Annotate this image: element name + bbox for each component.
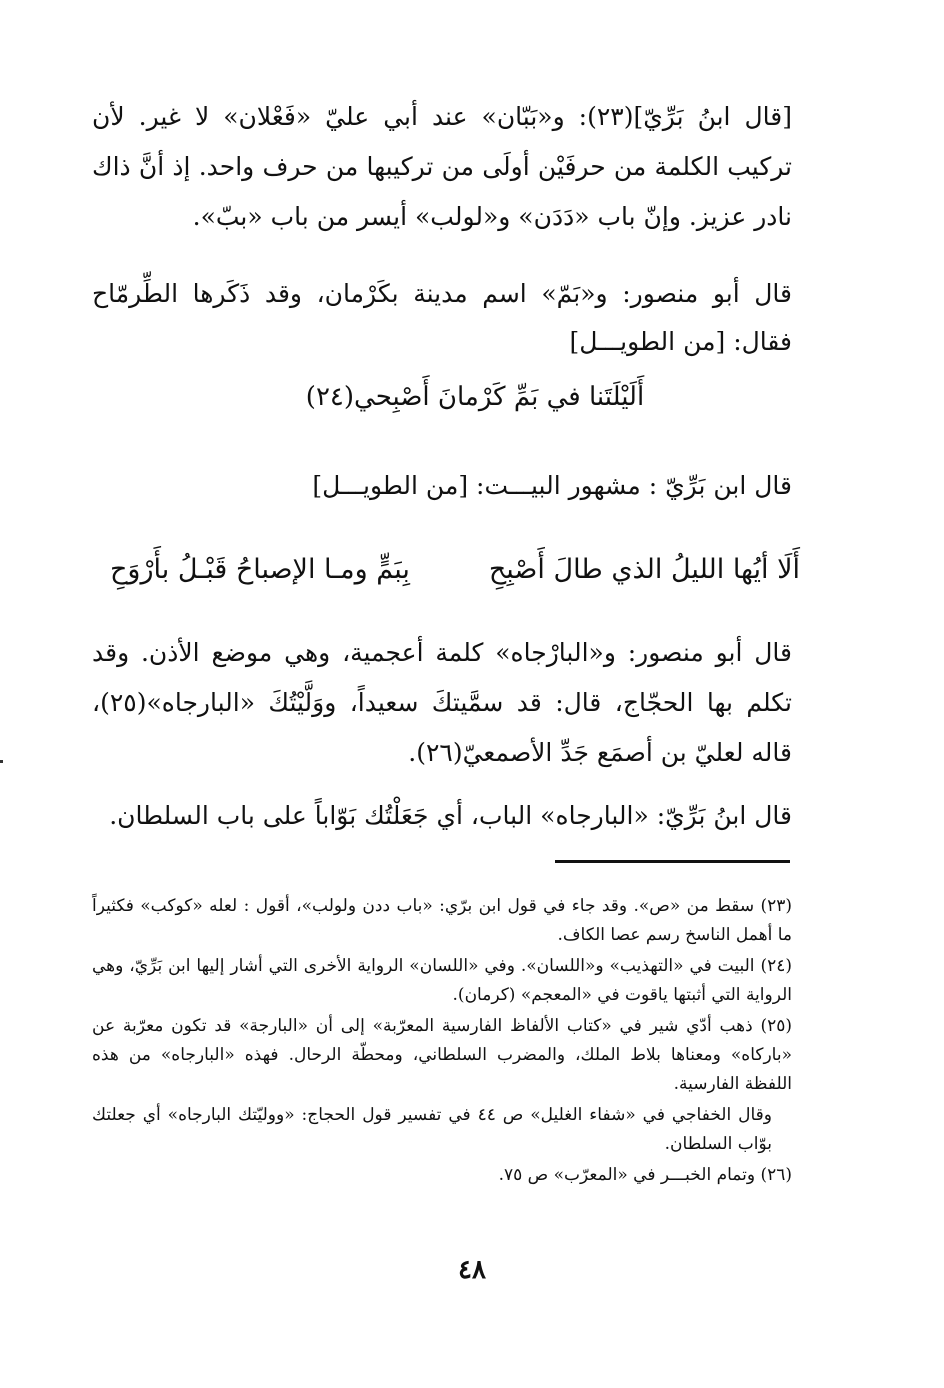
footnote-23: (٢٣) سقط من «ص». وقد جاء في قول ابن برّي: «باب ددن ولولب»، أقول : لعله «كوكب» فكثيراً ما أهمل الناسخ رسم عصا الكاف.	[92, 896, 792, 945]
verse-first-hemistich: أَلَا أيُها الليلُ الذي طالَ أَصْبِحِ	[488, 554, 800, 585]
paragraph-abu-mansur-1: قال أبو منصور: و«بَمّ» اسم مدينة بكَرْمان، وقد ذَكَرها الطِّرمّاح فقال: [من الطويـــل]	[92, 279, 792, 356]
paragraph-ibn-barri-3: قال ابنُ بَرِّيّ: «البارجاه» الباب، أي جَعَلْتُك بَوّاباً على باب السلطان.	[109, 801, 792, 830]
verse-full	[110, 542, 800, 598]
paragraph-ibn-barri-1: [قال ابنُ بَرِّيّ](٢٣): و«بَبّان» عند أبي عليّ «فَعْلان» لا غير. لأن تركيب الكلمة من حرفَيْن أولَى من تركيبها من حرف واحد. إذ أنَّ ذاك نادر عزيز. وإنّ باب «دَدَن» و«لولب» أيسر من باب «ببّ».	[92, 102, 792, 231]
page-number: ٤٨	[458, 1255, 486, 1285]
paragraph-ibn-barri-2: قال ابن بَرِّيّ : مشهور البيـــت: [من الطويـــل]	[312, 471, 792, 500]
footnote-separator	[555, 860, 790, 863]
footnote-25: (٢٥) ذهب أدّي شير في «كتاب الألفاظ الفارسية المعرّبة» إلى أن «البارجة» قد تكون معرّبة عن «باركاه» ومعناها بلاط الملك، والمضرب السلطاني، ومحطّة الرحال. فهذه «البارجاه» من هذه اللفظة الفارسية.	[92, 1016, 792, 1094]
verse-second-hemistich: بِبَمٍّ ومـا الإصباحُ قَبْـلُ بأَرْوَحِ	[110, 554, 410, 585]
paragraph-abu-mansur-2: قال أبو منصور: و«البارْجاه» كلمة أعجمية، وهي موضع الأذن. وقد تكلم بها الحجّاج، قال: قد سمَّيتكَ سعيداً، ووَلَّيْتُكَ «البارجاه»(٢٥)، قاله لعليّ بن أصمَع جَدِّ الأصمعيّ(٢٦).	[92, 638, 792, 767]
footnote-24: (٢٤) البيت في «التهذيب» و«اللسان». وفي «اللسان» الرواية الأخرى التي أشار إليها ابن بَرِّيّ، وهي الرواية التي أثبتها ياقوت في «المعجم» (كرمان).	[92, 956, 792, 1005]
footnote-25-continued: وقال الخفاجي في «شفاء الغليل» ص ٤٤ في تفسير قول الحجاج: «ووليّتك البارجاه» أي جعلتك بوّاب السلطان.	[92, 1105, 773, 1154]
footnote-26: (٢٦) وتمام الخبـــر في «المعرّب» ص ٧٥.	[498, 1165, 792, 1185]
footnotes	[92, 892, 792, 1192]
verse-tirimmah: أَلَيْلَتَنا في بَمِّ كَرْمانَ أَصْبِحي(٢٤)	[305, 382, 645, 412]
scan-mark	[0, 760, 3, 763]
